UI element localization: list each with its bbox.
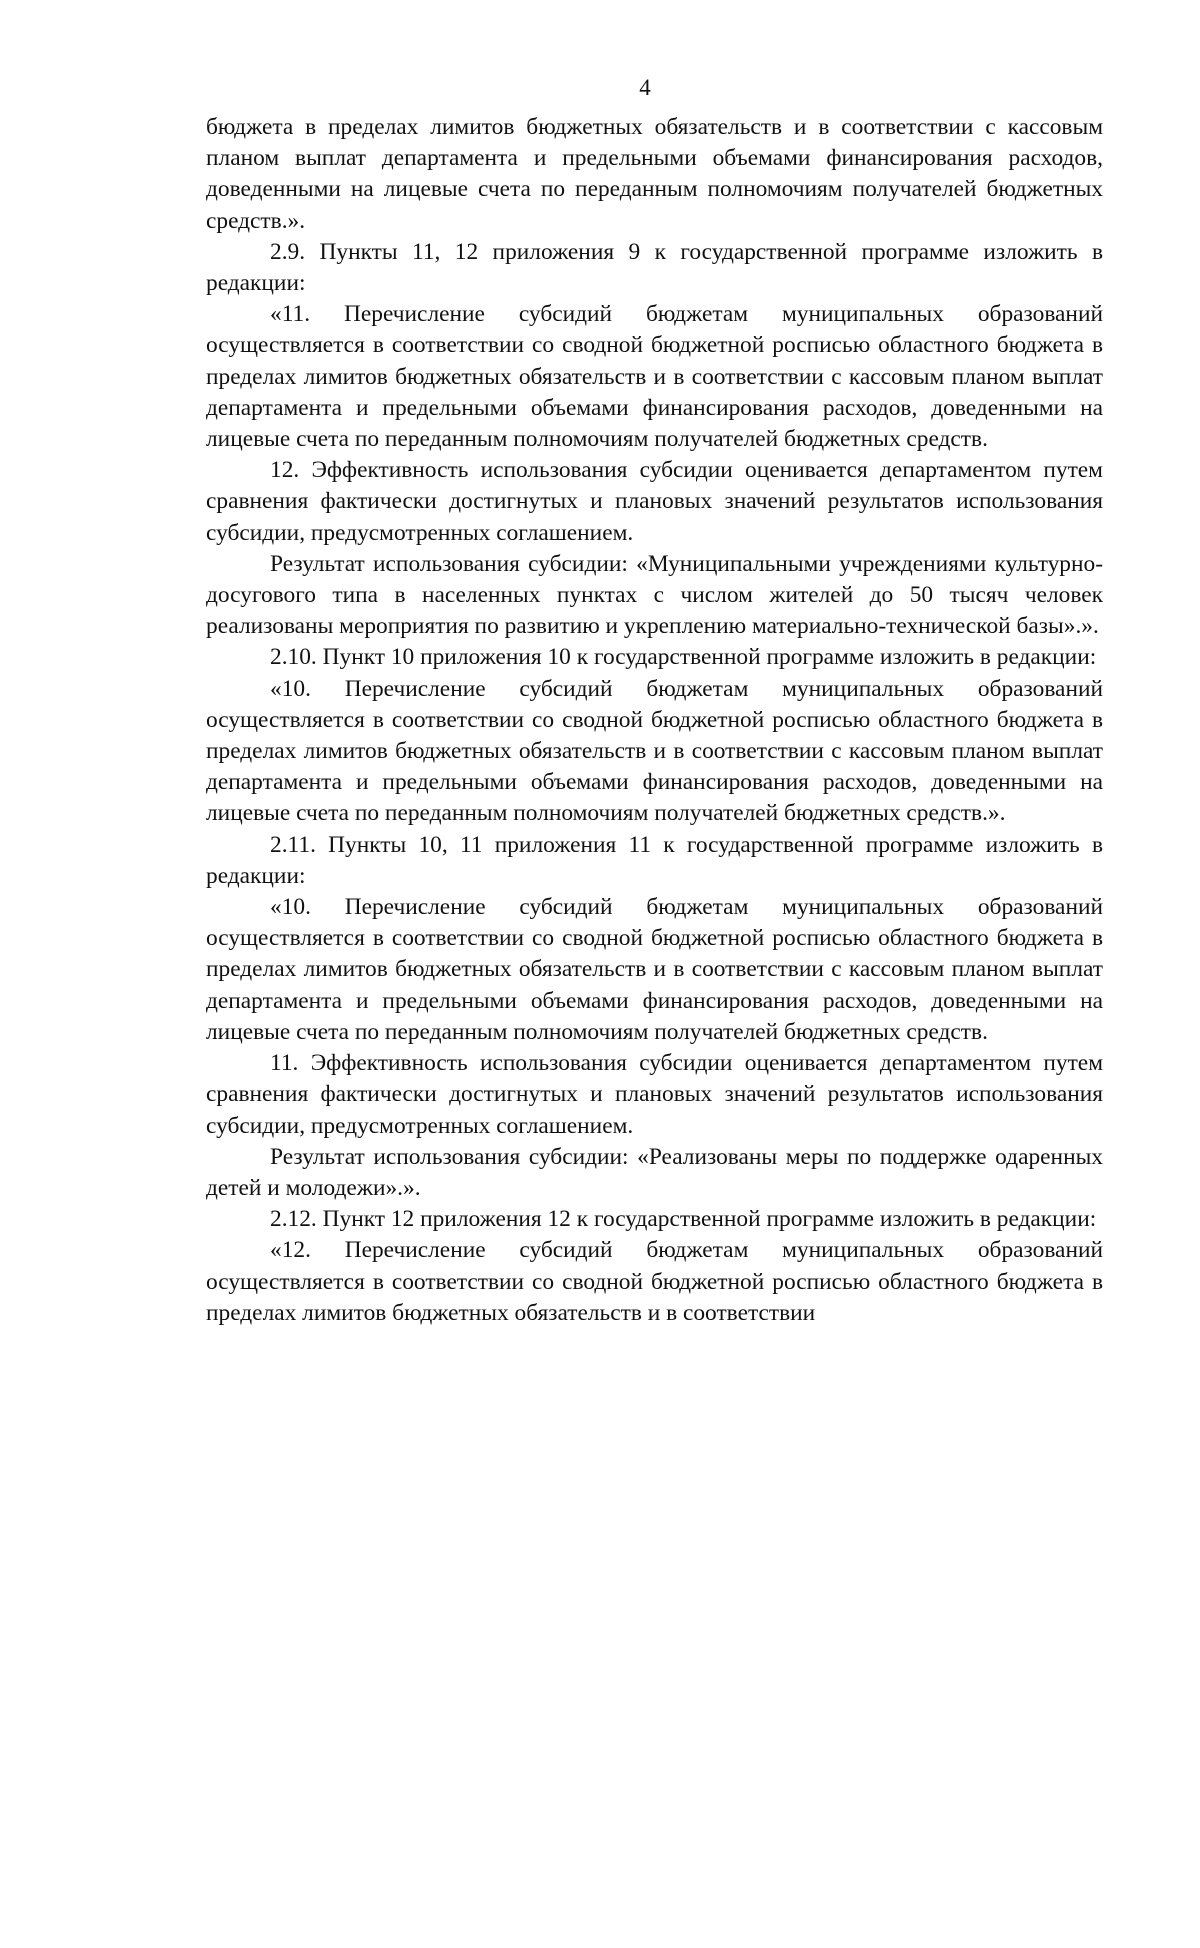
paragraph-quote-item-12-b: «12. Перечисление субсидий бюджетам муниципальных образований осуществляется в соответствии со сводной бюджетной росписью областного бюджета в пределах лимитов бюджетных обязательств и в соответствии [206,1237,1103,1326]
paragraph-quote-item-12: 12. Эффективность использования субсидии оценивается департаментом путем сравнения фактически достигнутых и плановых значений результатов использования субсидии, предусмотренных соглашением. [206,457,1103,546]
paragraph-item-2-10: 2.10. Пункт 10 приложения 10 к государственной программе изложить в редакции: [270,644,1097,671]
paragraph-subsidy-result: Результат использования субсидии: «Муниципальными учреждениями культурно-досугового типа в населенных пунктах с числом жителей до 50 тысяч человек реализованы мероприятия по развитию и укреплению материально-технической базы».». [206,550,1103,640]
paragraph-item-2-12: 2.12. Пункт 12 приложения 12 к государственной программе изложить в редакции: [270,1206,1097,1233]
paragraph-quote-item-10-b: «10. Перечисление субсидий бюджетам муниципальных образований осуществляется в соответствии со сводной бюджетной росписью областного бюджета в пределах лимитов бюджетных обязательств и в соответствии с кассовым планом выплат департамента и предельными объемами финансирования расходов, доведенными на лицевые счета по переданным полномочиям получателей бюджетных средств. [206,894,1103,1045]
paragraph-quote-item-11-b: 11. Эффективность использования субсидии оценивается департаментом путем сравнения фактически достигнутых и плановых значений результатов использования субсидии, предусмотренных соглашением. [206,1050,1103,1139]
paragraph-item-2-11: 2.11. Пункты 10, 11 приложения 11 к государственной программе изложить в редакции: [206,831,1103,889]
paragraph-item-2-9: 2.9. Пункты 11, 12 приложения 9 к государственной программе изложить в редакции: [206,238,1103,297]
paragraph-quote-item-11: «11. Перечисление субсидий бюджетам муниципальных образований осуществляется в соответствии со сводной бюджетной росписью областного бюджета в пределах лимитов бюджетных обязательств и в соответствии с кассовым планом выплат департамента и предельными объемами финансирования расходов, доведенными на лицевые счета по переданным полномочиям получателей бюджетных средств. [206,301,1103,453]
paragraph-continuation: бюджета в пределах лимитов бюджетных обязательств и в соответствии с кассовым планом выплат департамента и предельными объемами финансирования расходов, доведенными на лицевые счета по переданным полномочиям получателей бюджетных средств.». [206,114,1103,234]
paragraph-quote-item-10: «10. Перечисление субсидий бюджетам муниципальных образований осуществляется в соответствии со сводной бюджетной росписью областного бюджета в пределах лимитов бюджетных обязательств и в соответствии с кассовым планом выплат департамента и предельными объемами финансирования расходов, доведенными на лицевые счета по переданным полномочиям получателей бюджетных средств.». [206,675,1103,827]
document-body [206,112,1103,1329]
page-number: 4 [639,75,651,100]
paragraph-subsidy-result-b: Результат использования субсидии: «Реализованы меры по поддержке одаренных детей и молодежи».». [206,1143,1103,1201]
